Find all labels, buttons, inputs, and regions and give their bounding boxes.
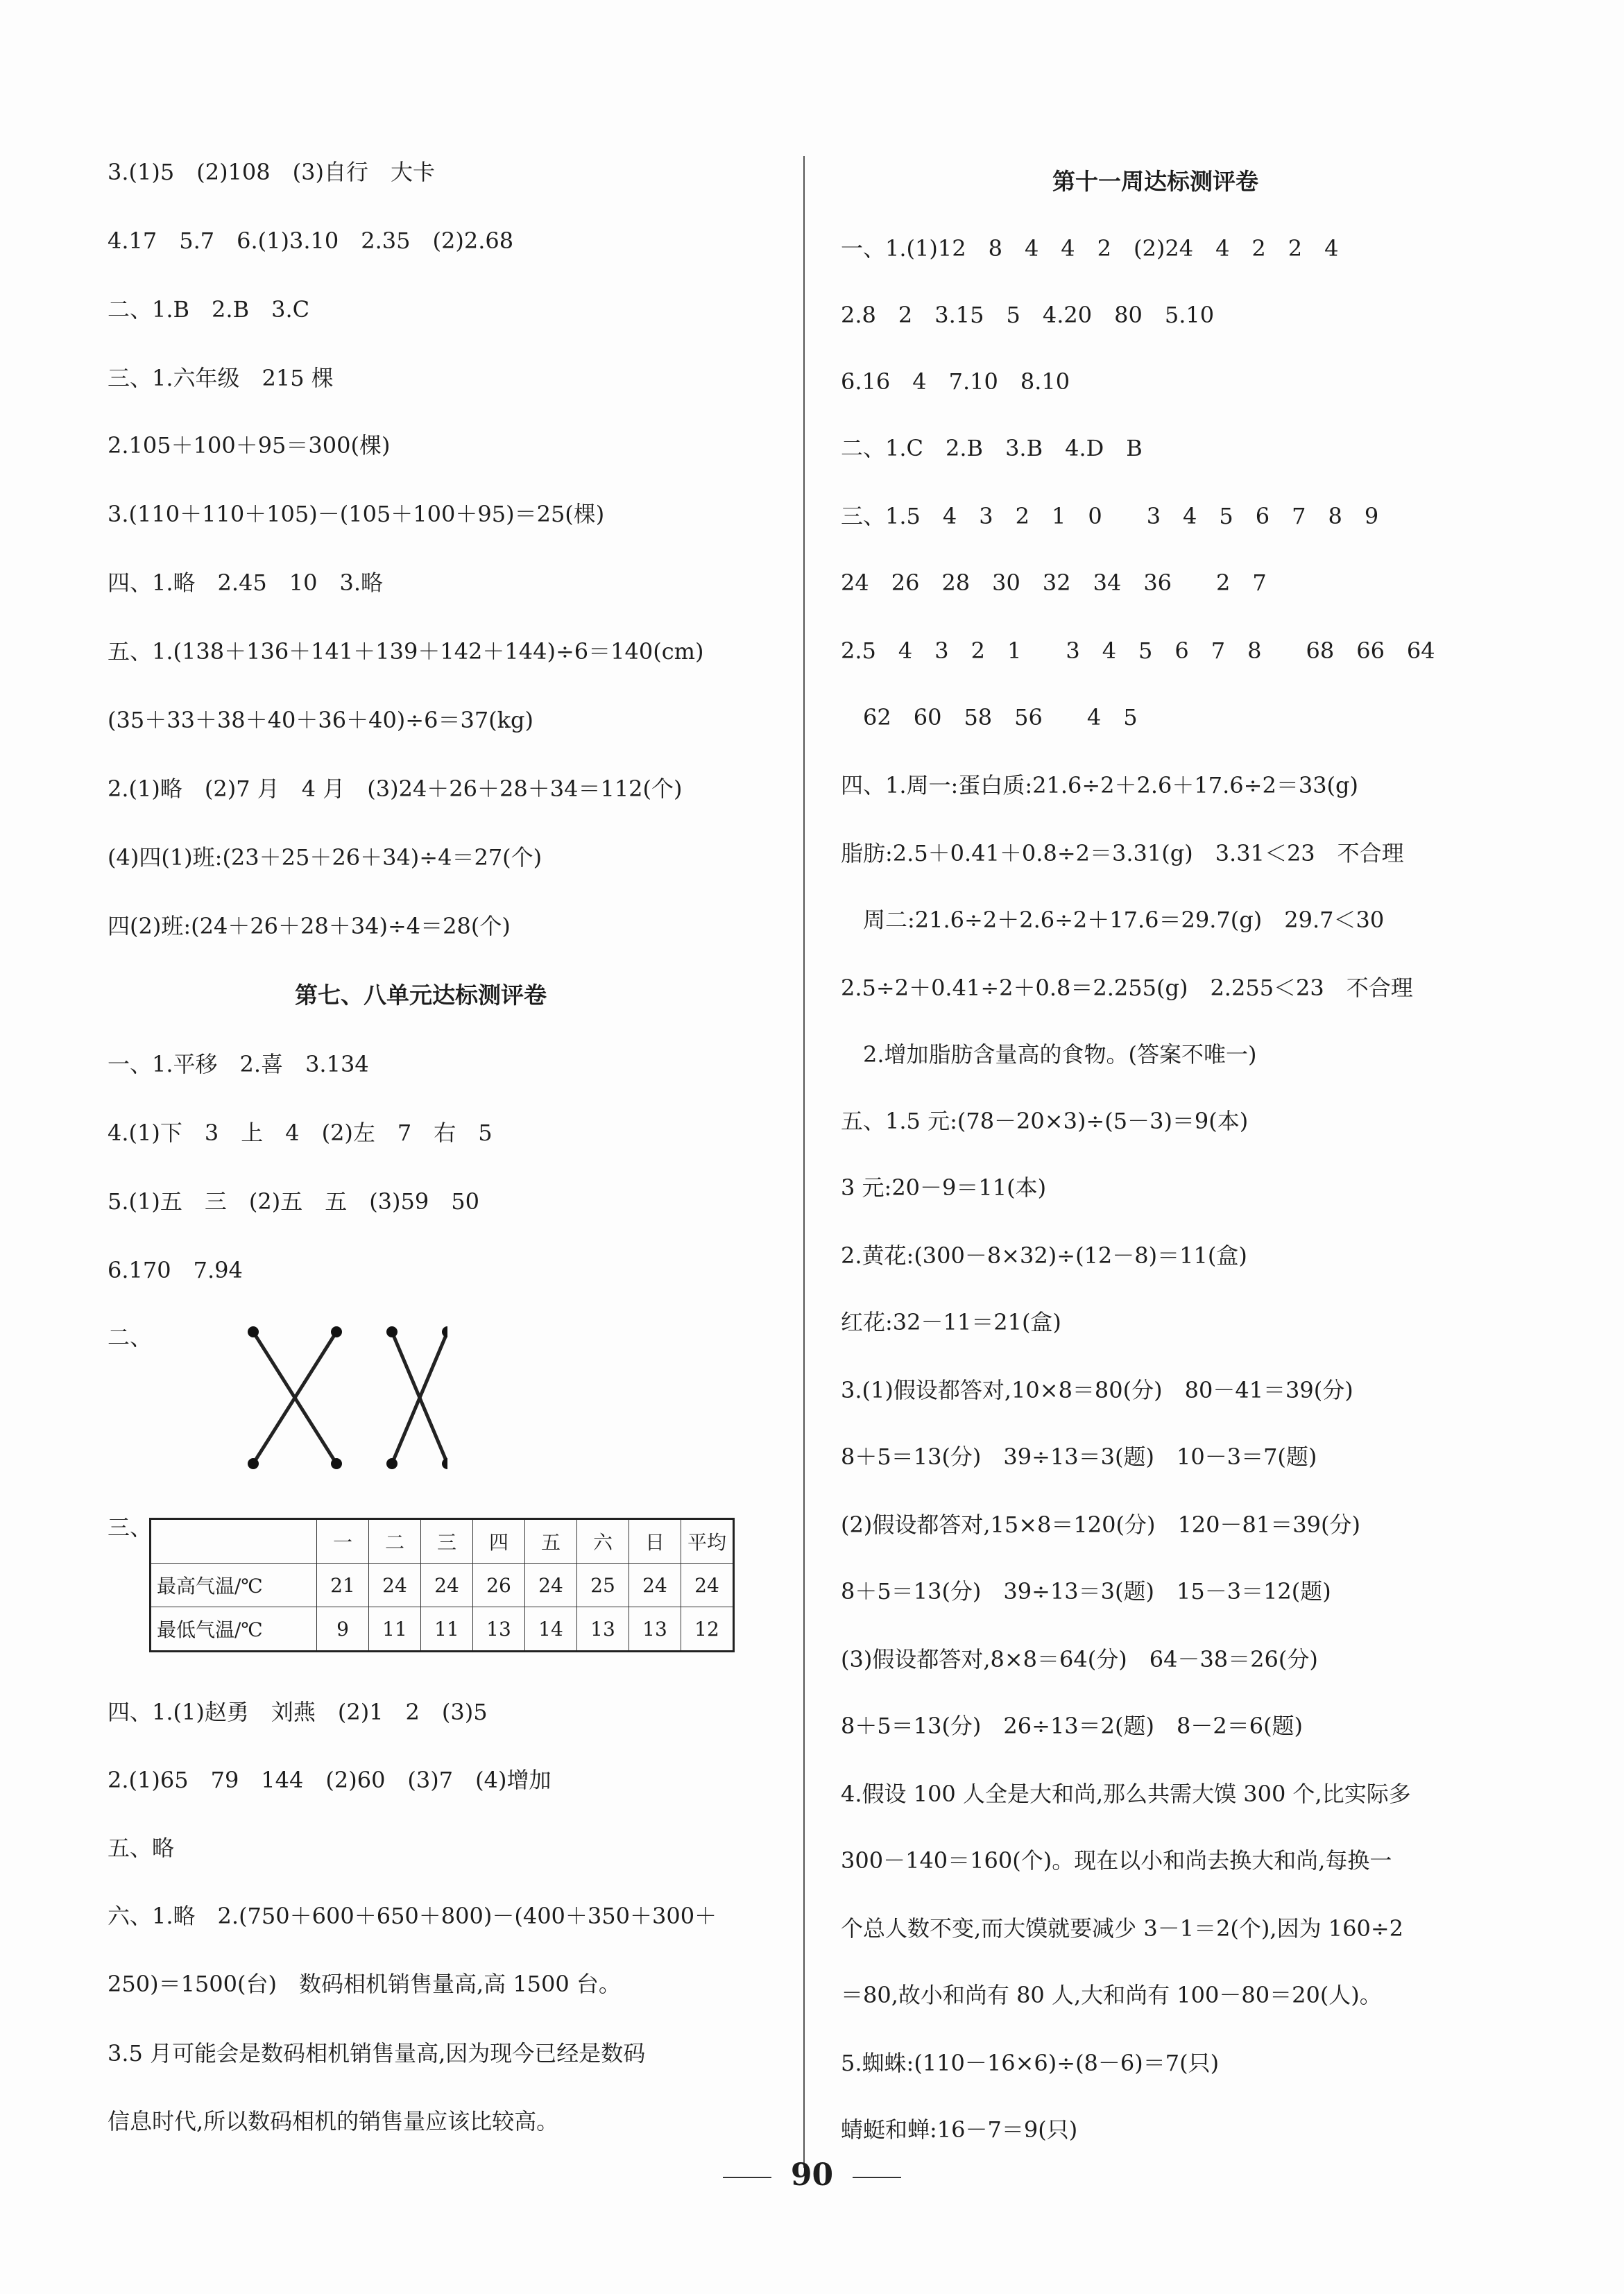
answer-line: 2.增加脂肪含量高的食物。(答案不唯一)	[841, 1041, 1257, 1068]
answer-line: 3.(1)假设都答对,10×8＝80(分) 80－41＝39(分)	[841, 1377, 1353, 1403]
answer-line: (2)假设都答对,15×8＝120(分) 120－81＝39(分)	[841, 1512, 1360, 1538]
answer-line: 2.5 4 3 2 1 3 4 5 6 7 8 68 66 64	[841, 637, 1435, 664]
table-corner-cell	[151, 1519, 317, 1564]
answer-line: 个总人数不变,而大馍就要减少 3－1＝2(个),因为 160÷2	[841, 1915, 1403, 1942]
answer-line: 二、1.C 2.B 3.B 4.D B	[841, 435, 1143, 461]
match-dot	[331, 1458, 342, 1469]
answer-line: 四(2)班:(24＋26＋28＋34)÷4＝28(个)	[108, 913, 511, 939]
table-header-cell: 日	[629, 1519, 681, 1564]
answer-line: 四、1.略 2.45 10 3.略	[108, 570, 384, 596]
table-cell: 21	[317, 1564, 369, 1607]
match-dot	[331, 1326, 342, 1337]
answer-line: 4.(1)下 3 上 4 (2)左 7 右 5	[108, 1120, 493, 1146]
answer-line: 2.105＋100＋95＝300(棵)	[108, 432, 391, 459]
table-row	[151, 1607, 734, 1652]
answer-line: 4.假设 100 人全是大和尚,那么共需大馍 300 个,比实际多	[841, 1781, 1411, 1807]
answer-line: 3 元:20－9＝11(本)	[841, 1174, 1047, 1201]
table-cell: 11	[369, 1607, 421, 1652]
answer-line: 一、1.平移 2.喜 3.134	[108, 1051, 369, 1077]
answer-line: 蜻蜓和蝉:16－7＝9(只)	[841, 2116, 1078, 2143]
table-header-cell: 二	[369, 1519, 421, 1564]
answer-line: 24 26 28 30 32 34 36 2 7	[841, 570, 1267, 596]
answer-line: 四、1.(1)赵勇 刘燕 (2)1 2 (3)5	[108, 1699, 488, 1725]
table-cell: 24	[369, 1564, 421, 1607]
table-cell: 24	[681, 1564, 734, 1607]
table-cell: 9	[317, 1607, 369, 1652]
table-header-cell: 三	[421, 1519, 473, 1564]
table-cell: 14	[525, 1607, 577, 1652]
answer-line: 2.(1)65 79 144 (2)60 (3)7 (4)增加	[108, 1767, 552, 1793]
match-dot	[248, 1326, 259, 1337]
answer-line: 五、略	[108, 1835, 175, 1861]
answer-line: 一、1.(1)12 8 4 4 2 (2)24 4 2 2 4	[841, 235, 1339, 262]
table-label: 三、	[108, 1514, 153, 1541]
section-title: 第十一周达标测评卷	[1052, 168, 1258, 195]
table-cell: 24	[525, 1564, 577, 1607]
answer-line: 二、1.B 2.B 3.C	[108, 296, 310, 323]
answer-line: 6.170 7.94	[108, 1257, 243, 1283]
answer-line: 300－140＝160(个)。现在以小和尚去换大和尚,每换一	[841, 1847, 1392, 1874]
section-title: 第七、八单元达标测评卷	[295, 982, 547, 1009]
answer-line: 3.5 月可能会是数码相机销售量高,因为现今已经是数码	[108, 2040, 646, 2066]
answer-line: 250)＝1500(台) 数码相机销售量高,高 1500 台。	[108, 1971, 621, 1997]
table-header-row	[151, 1519, 734, 1564]
answer-line: 2.(1)略 (2)7 月 4 月 (3)24＋26＋28＋34＝112(个)	[108, 776, 683, 802]
answer-line: 6.16 4 7.10 8.10	[841, 368, 1070, 395]
table-header-cell: 一	[317, 1519, 369, 1564]
table-cell: 13	[629, 1607, 681, 1652]
table-cell: 11	[421, 1607, 473, 1652]
answer-line: 5.蜘蛛:(110－16×6)÷(8－6)＝7(只)	[841, 2050, 1220, 2076]
table-cell: 13	[577, 1607, 629, 1652]
answer-line: 8＋5＝13(分) 39÷13＝3(题) 15－3＝12(题)	[841, 1578, 1331, 1604]
table-cell: 12	[681, 1607, 734, 1652]
answer-line: (35＋33＋38＋40＋36＋40)÷6＝37(kg)	[108, 707, 534, 733]
answer-line: (3)假设都答对,8×8＝64(分) 64－38＝26(分)	[841, 1646, 1318, 1672]
answer-line: 5.(1)五 三 (2)五 五 (3)59 50	[108, 1188, 479, 1215]
table-row-label: 最低气温/℃	[151, 1607, 317, 1652]
column-divider	[803, 156, 805, 2168]
answer-line: 8＋5＝13(分) 39÷13＝3(题) 10－3＝7(题)	[841, 1444, 1317, 1470]
table-row	[151, 1564, 734, 1607]
answer-line: 3.(110＋110＋105)－(105＋100＋95)＝25(棵)	[108, 501, 605, 527]
footer-dash	[723, 2177, 771, 2178]
answer-line: 三、1.5 4 3 2 1 0 3 4 5 6 7 8 9	[841, 503, 1379, 529]
table-header-cell: 五	[525, 1519, 577, 1564]
answer-line: 脂肪:2.5＋0.41＋0.8÷2＝3.31(g) 3.31＜23 不合理	[841, 840, 1404, 866]
table-header-cell: 六	[577, 1519, 629, 1564]
answer-line: 五、1.(138＋136＋141＋139＋142＋144)÷6＝140(cm)	[108, 638, 704, 665]
footer-dash	[853, 2177, 901, 2178]
temperature-table	[149, 1518, 735, 1652]
answer-line: 2.黄花:(300－8×32)÷(12－8)＝11(盒)	[841, 1242, 1247, 1269]
match-dot	[442, 1458, 447, 1469]
answer-line: 3.(1)5 (2)108 (3)自行 大卡	[108, 159, 435, 185]
table-cell: 26	[473, 1564, 525, 1607]
page-footer	[0, 2157, 1624, 2193]
table-cell: 24	[629, 1564, 681, 1607]
answer-line: (4)四(1)班:(23＋25＋26＋34)÷4＝27(个)	[108, 844, 542, 871]
answer-line: 62 60 58 56 4 5	[841, 704, 1138, 730]
matching-diagram	[239, 1318, 447, 1478]
match-dot	[442, 1326, 447, 1337]
answer-line: 8＋5＝13(分) 26÷13＝2(题) 8－2＝6(题)	[841, 1713, 1304, 1739]
table-cell: 24	[421, 1564, 473, 1607]
answer-line: 2.8 2 3.15 5 4.20 80 5.10	[841, 302, 1215, 328]
table-row-label: 最高气温/℃	[151, 1564, 317, 1607]
match-label: 二、	[108, 1324, 153, 1351]
table-header-cell: 平均	[681, 1519, 734, 1564]
answer-line: 4.17 5.7 6.(1)3.10 2.35 (2)2.68	[108, 228, 514, 254]
answer-line: 三、1.六年级 215 棵	[108, 365, 334, 391]
match-dot	[248, 1458, 259, 1469]
table-cell: 13	[473, 1607, 525, 1652]
match-dot	[386, 1326, 398, 1337]
answer-line: 周二:21.6÷2＋2.6÷2＋17.6＝29.7(g) 29.7＜30	[841, 907, 1385, 933]
table-cell: 25	[577, 1564, 629, 1607]
match-dot	[386, 1458, 398, 1469]
answer-line: 红花:32－11＝21(盒)	[841, 1309, 1061, 1335]
answer-line: 四、1.周一:蛋白质:21.6÷2＋2.6＋17.6÷2＝33(g)	[841, 772, 1359, 798]
answer-line: ＝80,故小和尚有 80 人,大和尚有 100－80＝20(人)。	[841, 1982, 1382, 2008]
table-header-cell: 四	[473, 1519, 525, 1564]
page-number: 90	[790, 2157, 834, 2193]
answer-line: 2.5÷2＋0.41÷2＋0.8＝2.255(g) 2.255＜23 不合理	[841, 975, 1413, 1001]
answer-line: 六、1.略 2.(750＋600＋650＋800)－(400＋350＋300＋	[108, 1903, 717, 1929]
answer-line: 五、1.5 元:(78－20×3)÷(5－3)＝9(本)	[841, 1108, 1249, 1134]
answer-line: 信息时代,所以数码相机的销售量应该比较高。	[108, 2108, 559, 2134]
